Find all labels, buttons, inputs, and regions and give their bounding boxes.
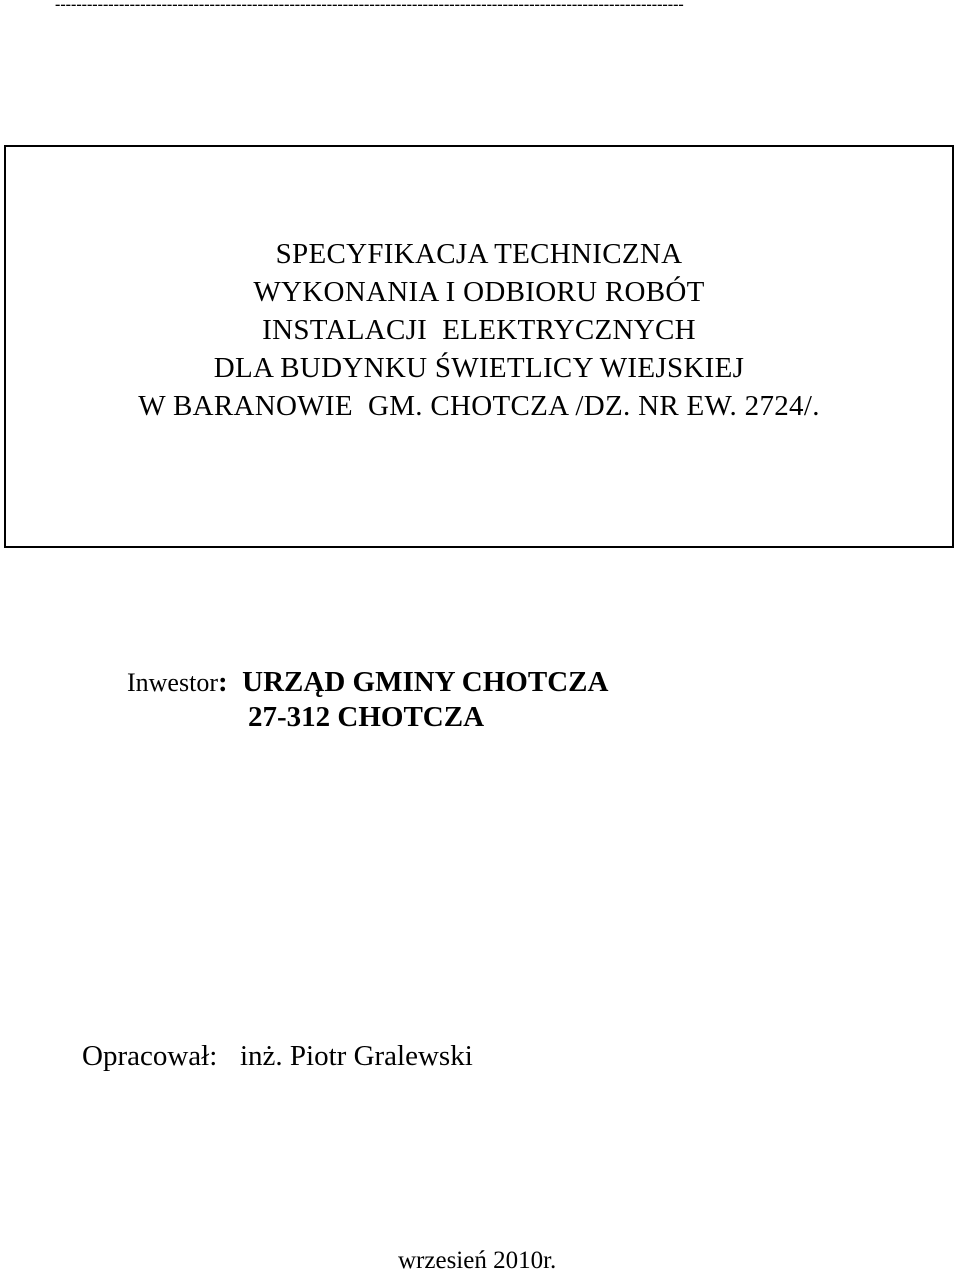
investor-colon: : [217, 666, 228, 698]
header-dash-rule: ---------------------------------------------------------------------------------------------------------------------- [55, 0, 684, 13]
investor-label: Inwestor [127, 668, 218, 697]
title-line-2: WYKONANIA I ODBIORU ROBÓT [253, 276, 705, 308]
document-title [6, 235, 952, 425]
author-line [82, 1038, 473, 1074]
title-box [4, 145, 954, 548]
author-label: Opracował: [82, 1040, 218, 1072]
title-line-3: INSTALACJI ELEKTRYCZNYCH [262, 314, 696, 346]
title-line-4: DLA BUDYNKU ŚWIETLICY WIEJSKIEJ [213, 352, 745, 384]
document-date: wrzesień 2010r. [398, 1247, 557, 1274]
investor-name: URZĄD GMINY CHOTCZA [242, 666, 609, 698]
investor-address: 27-312 CHOTCZA [248, 701, 485, 733]
title-line-5: W BARANOWIE GM. CHOTCZA /DZ. NR EW. 2724/. [138, 390, 820, 422]
author-name: inż. Piotr Gralewski [240, 1040, 473, 1072]
investor-line [127, 665, 608, 700]
title-line-1: SPECYFIKACJA TECHNICZNA [275, 238, 683, 270]
